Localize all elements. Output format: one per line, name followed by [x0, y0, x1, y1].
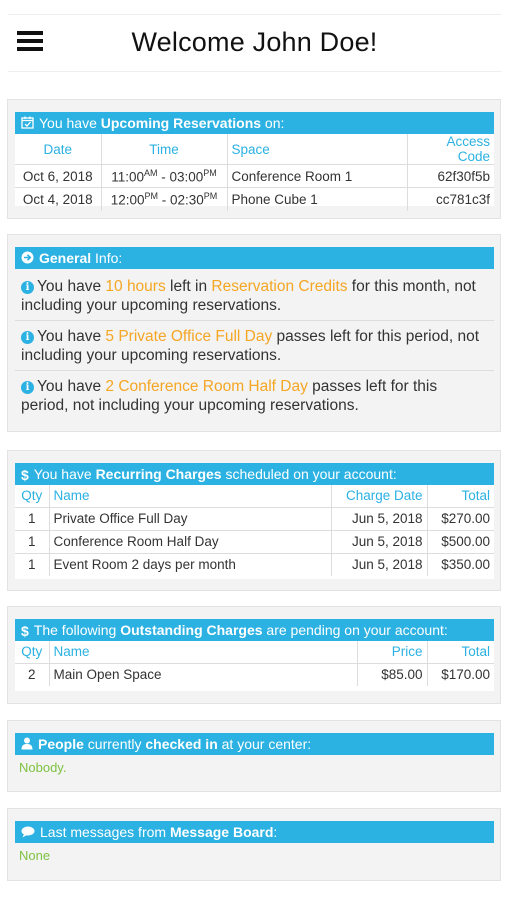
time-end-ampm: PM: [203, 167, 217, 178]
calendar-check-icon: [21, 113, 34, 135]
info-text: passes left for this period, not including your upcoming reservations.: [21, 378, 438, 414]
messages-title-bold: Message Board: [169, 824, 274, 840]
outstanding-table-wrap: [15, 641, 494, 691]
time-end-ampm: PM: [203, 191, 218, 201]
messages-panel: [7, 808, 501, 881]
charge-name: Event Room 2 days per month: [49, 553, 331, 576]
general-title-bold: General: [39, 250, 92, 266]
outstanding-header: [15, 619, 494, 641]
recurring-title-post: scheduled on your account:: [221, 466, 397, 482]
reservations-panel: [7, 99, 501, 219]
charge-name: Conference Room Half Day: [49, 530, 331, 553]
info-highlight: 5 Private Office Full Day: [105, 328, 273, 345]
outstanding-table: [15, 641, 494, 686]
col-name[interactable]: Name: [49, 485, 331, 507]
charge-total: $500.00: [427, 530, 494, 553]
col-time[interactable]: Time: [101, 134, 227, 165]
time-end: 03:00: [169, 169, 204, 185]
table-row[interactable]: [15, 188, 494, 211]
info-text: passes left for this period, not including your upcoming reservations.: [21, 328, 480, 364]
info-circle-icon: i: [21, 381, 34, 394]
charge-total: $270.00: [427, 507, 494, 530]
info-text: You have: [37, 278, 106, 295]
reservation-space: Phone Cube 1: [227, 188, 407, 211]
recurring-title-pre: You have: [33, 466, 96, 482]
recurring-header: [15, 463, 494, 485]
messages-title-post: :: [273, 824, 278, 840]
reservation-code: 62f30f5b: [407, 165, 494, 188]
people-title-post: at your center:: [217, 736, 312, 752]
time-end: 02:30: [170, 192, 204, 208]
charge-qty: 1: [15, 553, 49, 576]
table-row[interactable]: [15, 507, 494, 530]
table-row[interactable]: [15, 165, 494, 188]
reservation-date: Oct 4, 2018: [15, 188, 101, 211]
charge-date: Jun 5, 2018: [331, 553, 427, 576]
reservations-title-post: on:: [261, 115, 285, 131]
recurring-charges-panel: [7, 450, 501, 591]
dollar-icon: $: [21, 623, 29, 640]
col-qty[interactable]: Qty: [21, 644, 43, 660]
general-info-header: [15, 247, 494, 269]
col-total[interactable]: Total: [427, 641, 494, 663]
col-price[interactable]: Price: [357, 641, 427, 663]
info-item: [15, 371, 494, 421]
user-icon: [21, 734, 33, 756]
info-text: left in: [165, 278, 212, 295]
col-space[interactable]: Space: [227, 134, 407, 165]
charge-price: $85.00: [357, 663, 427, 686]
reservations-title-pre: You have: [39, 115, 101, 131]
table-row[interactable]: [15, 663, 494, 686]
dollar-icon: $: [21, 467, 29, 484]
messages-title-pre: Last messages from: [40, 824, 170, 840]
reservation-date: Oct 6, 2018: [15, 165, 101, 188]
charge-qty: 1: [15, 507, 49, 530]
people-panel: [7, 720, 501, 792]
people-header: [15, 733, 494, 755]
reservation-time: [101, 188, 227, 211]
info-highlight: Reservation Credits: [211, 278, 348, 295]
outstanding-title-pre: The following: [33, 622, 121, 638]
general-title-post: Info:: [91, 250, 123, 266]
people-list-empty: Nobody.: [19, 760, 67, 775]
reservations-table-wrap: [15, 134, 494, 206]
info-highlight: 2 Conference Room Half Day: [105, 378, 308, 395]
info-text: for this month, not including your upcoming reservations.: [21, 278, 476, 314]
people-title-mid: currently: [83, 736, 146, 752]
time-separator: -: [158, 192, 170, 208]
charge-qty: 2: [15, 663, 49, 686]
charge-name: Private Office Full Day: [49, 507, 331, 530]
charge-total: $350.00: [427, 553, 494, 576]
col-access-code[interactable]: Access Code: [407, 134, 494, 165]
reservation-time: [101, 165, 227, 188]
outstanding-title-post: are pending on your account:: [262, 622, 448, 638]
recurring-table-wrap: [15, 485, 494, 579]
messages-list-empty: None: [19, 848, 51, 863]
table-row[interactable]: [15, 530, 494, 553]
col-qty[interactable]: Qty: [21, 488, 43, 504]
time-start-ampm: AM: [143, 167, 158, 178]
info-item: [15, 271, 494, 321]
info-circle-icon: i: [21, 331, 34, 344]
col-charge-date[interactable]: Charge Date: [331, 485, 427, 507]
general-info-panel: [7, 234, 501, 432]
charge-name: Main Open Space: [49, 663, 357, 686]
table-row[interactable]: [15, 553, 494, 576]
reservation-space: Conference Room 1: [227, 165, 407, 188]
welcome-title: Welcome John Doe!: [131, 27, 378, 57]
col-name[interactable]: Name: [49, 641, 357, 663]
col-date[interactable]: Date: [43, 141, 73, 157]
info-text: You have: [37, 328, 106, 345]
reservations-title-bold: Upcoming Reservations: [100, 115, 262, 131]
time-separator: -: [157, 169, 170, 185]
col-total[interactable]: Total: [427, 485, 494, 507]
reservations-table: [15, 134, 494, 211]
time-start-ampm: PM: [144, 191, 158, 201]
info-circle-icon: i: [21, 281, 34, 294]
people-title-bold: People: [38, 736, 84, 752]
time-start: 11:00: [111, 169, 144, 185]
reservations-header: [15, 112, 494, 134]
info-highlight: 10 hours: [105, 278, 166, 295]
recurring-table: [15, 485, 494, 576]
comment-icon: [21, 822, 35, 844]
charge-qty: 1: [15, 530, 49, 553]
people-title-bold: checked in: [145, 736, 218, 752]
recurring-title-bold: Recurring Charges: [95, 466, 222, 482]
charge-date: Jun 5, 2018: [331, 507, 427, 530]
top-bar: [8, 14, 501, 72]
messages-header: [15, 821, 494, 843]
charge-date: Jun 5, 2018: [331, 530, 427, 553]
info-text: You have: [37, 378, 106, 395]
outstanding-title-bold: Outstanding Charges: [120, 622, 263, 638]
time-start: 12:00: [110, 192, 145, 208]
info-item: [15, 321, 494, 371]
reservation-code: cc781c3f: [407, 188, 494, 211]
arrow-circle-right-icon: [21, 248, 34, 270]
charge-total: $170.00: [427, 663, 494, 686]
outstanding-charges-panel: [7, 606, 501, 704]
